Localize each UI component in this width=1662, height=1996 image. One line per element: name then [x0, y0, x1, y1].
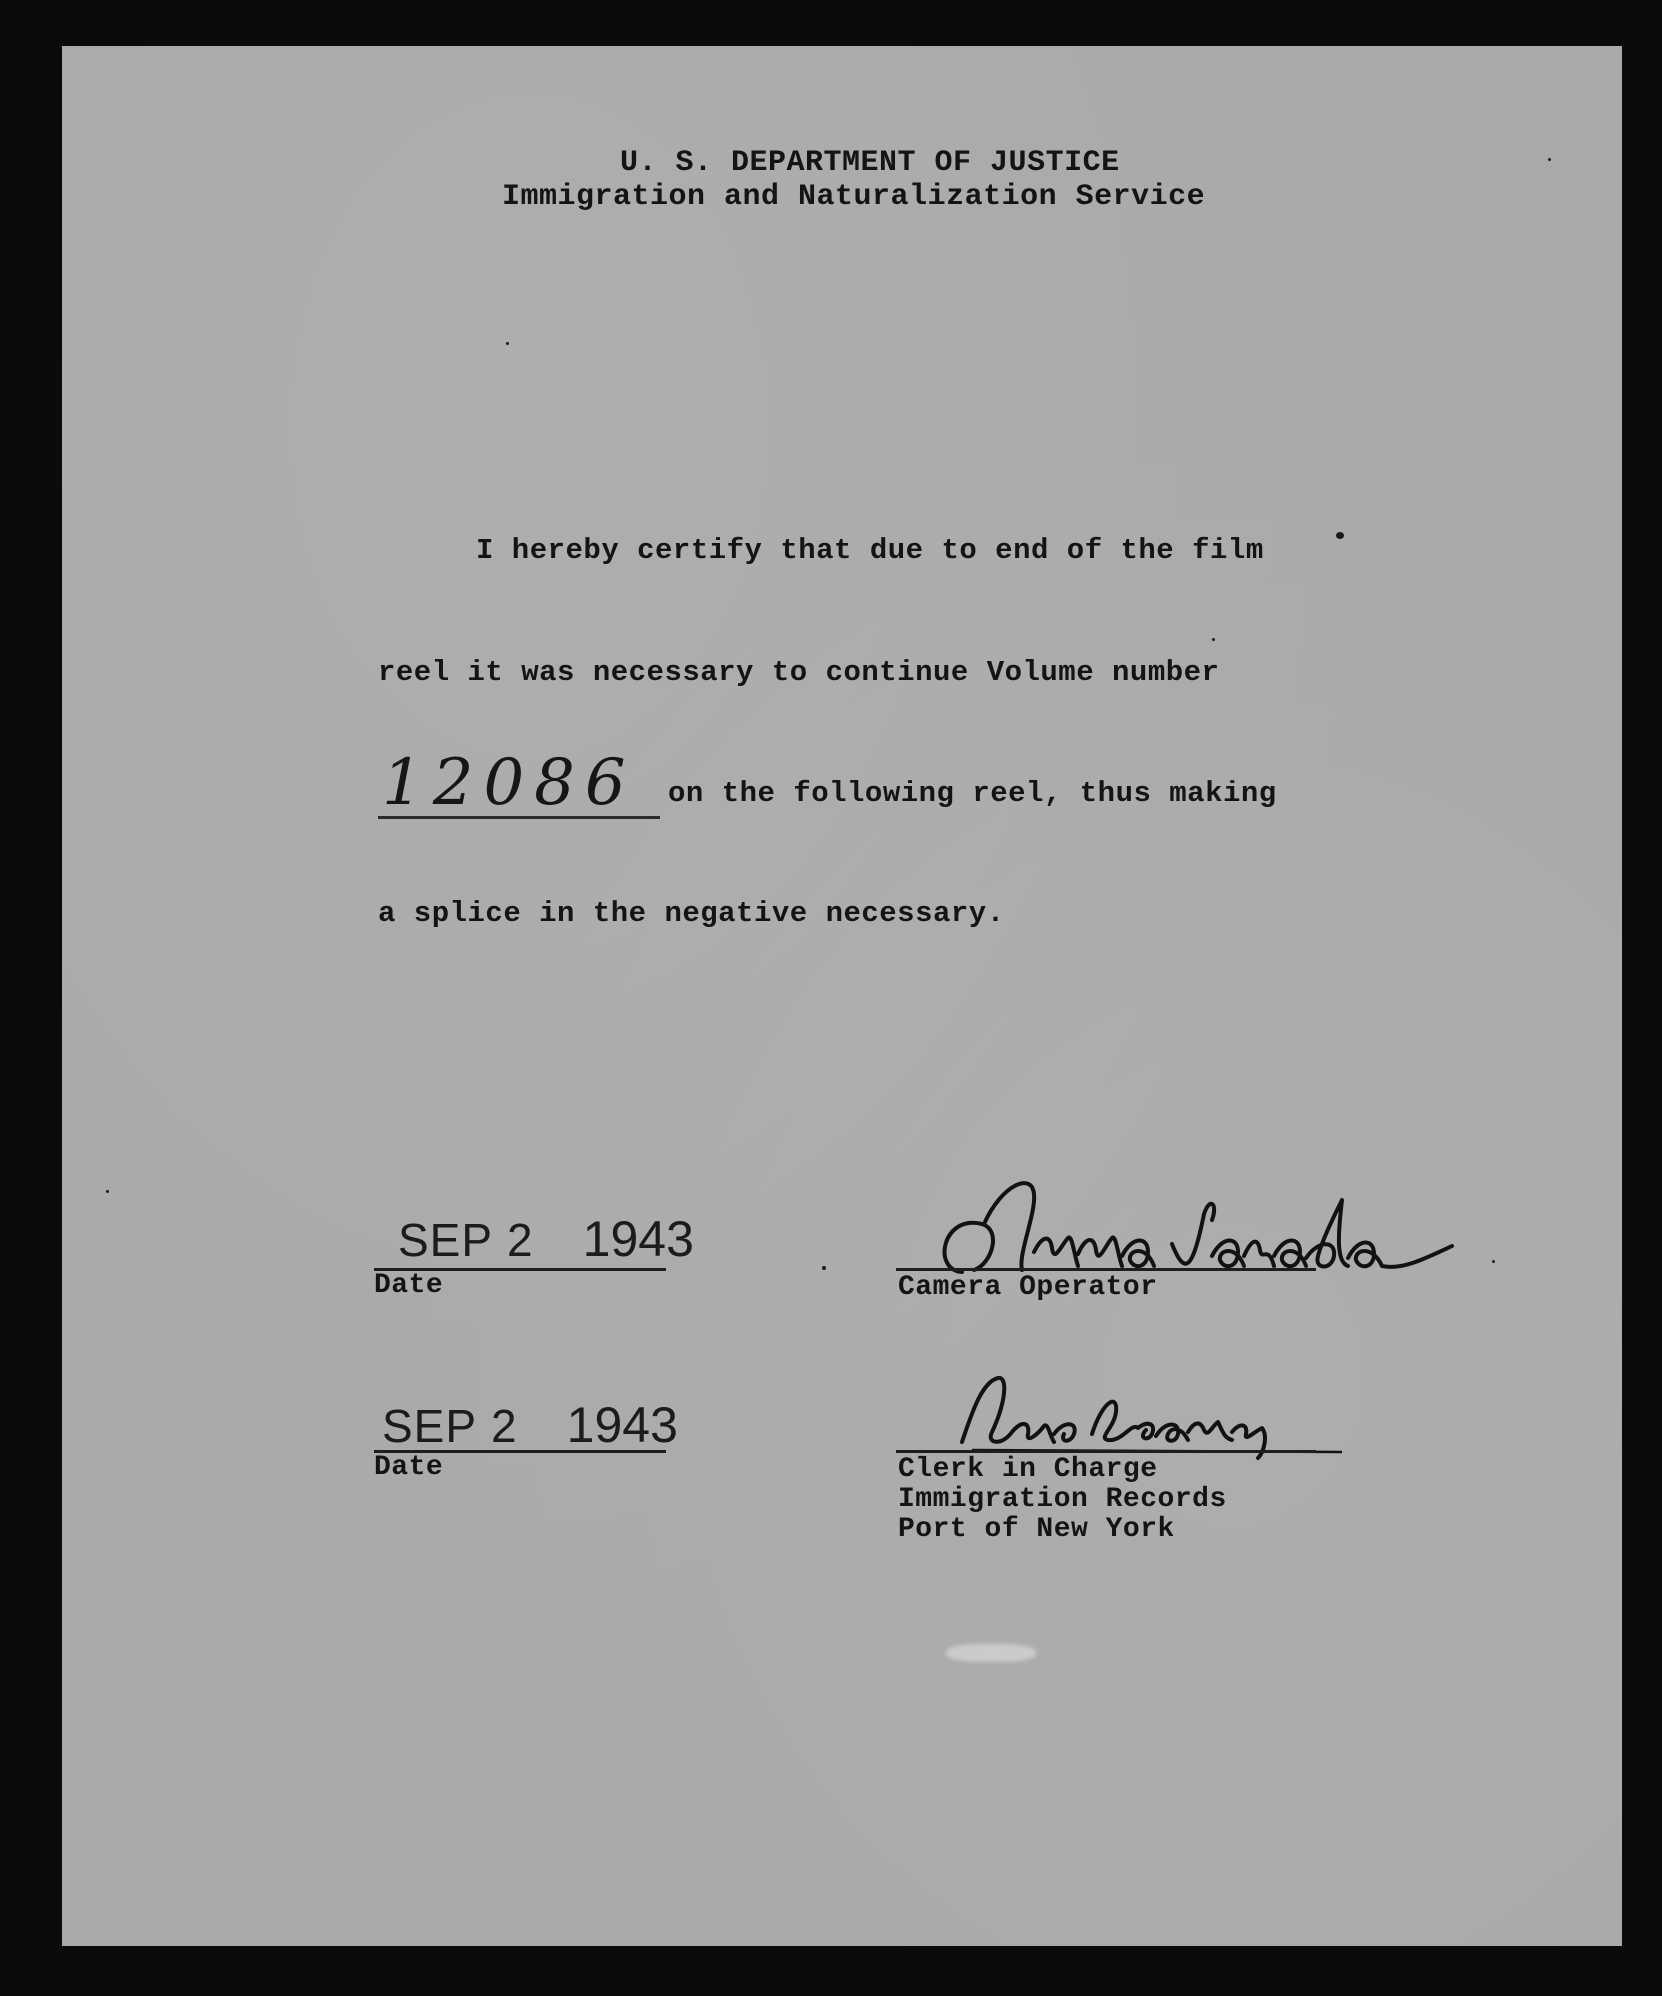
clerk-location-label: Port of New York: [898, 1514, 1175, 1545]
date-label: Date: [374, 1452, 444, 1483]
certification-line-4: a splice in the negative necessary.: [378, 897, 1005, 930]
camera-operator-date-stamp: [398, 1210, 694, 1268]
volume-number-blank-line: [378, 816, 660, 819]
clerk-title-label: Clerk in Charge: [898, 1454, 1158, 1485]
clerk-signature: [942, 1372, 1362, 1462]
date-month: SEP: [382, 1400, 478, 1452]
date-month: SEP: [398, 1214, 494, 1266]
clerk-date-stamp: [382, 1396, 678, 1454]
paper-smudge: [946, 1644, 1036, 1662]
camera-operator-label: Camera Operator: [898, 1272, 1158, 1303]
date-year: 1943: [582, 1211, 694, 1267]
date-day: 2: [507, 1214, 533, 1266]
document-page: [62, 46, 1622, 1946]
certification-line-3: on the following reel, thus making: [668, 777, 1277, 810]
volume-number: 12086: [382, 746, 636, 820]
service-heading: Immigration and Naturalization Service: [502, 180, 1206, 214]
certification-line-2: reel it was necessary to continue Volume number: [378, 656, 1220, 689]
date-label: Date: [374, 1270, 444, 1301]
signature-rule: [896, 1450, 1316, 1453]
signature-rule: [896, 1268, 1316, 1271]
date-year: 1943: [566, 1397, 678, 1453]
certification-line-1: I hereby certify that due to end of the film: [476, 534, 1264, 567]
date-day: 2: [491, 1400, 517, 1452]
agency-heading: U. S. DEPARTMENT OF JUSTICE: [620, 146, 1120, 180]
clerk-department-label: Immigration Records: [898, 1484, 1227, 1515]
